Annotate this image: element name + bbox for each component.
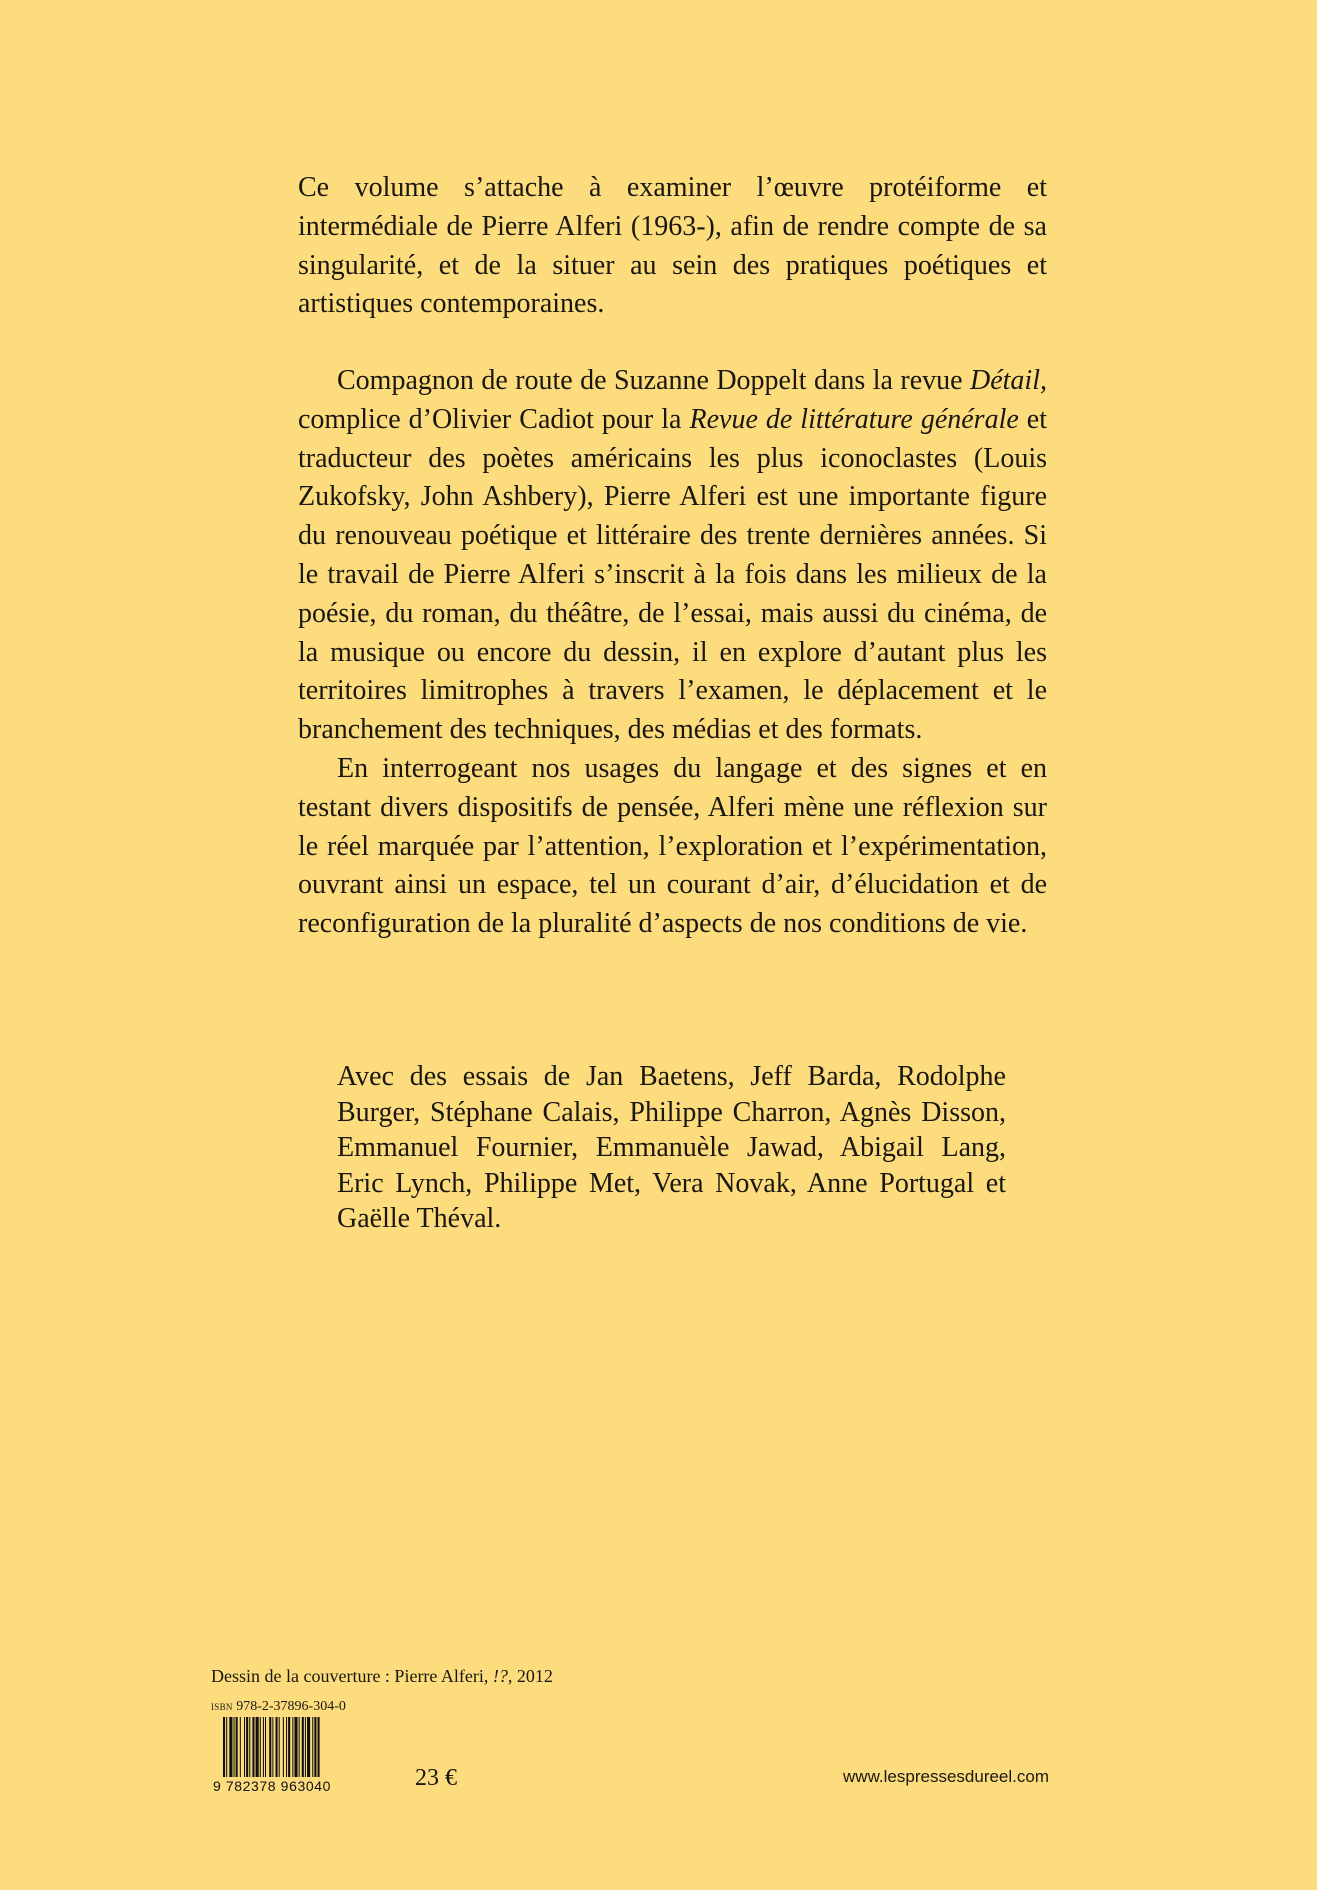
barcode-bar (294, 1717, 297, 1777)
isbn-line (211, 1698, 346, 1716)
barcode-bar (279, 1717, 280, 1777)
barcode-digits: 9 782378 963040 (213, 1778, 331, 1793)
credit-suffix: , 2012 (507, 1666, 553, 1686)
barcode-bar (288, 1717, 290, 1777)
barcode-bar (302, 1717, 304, 1777)
body-paragraph-2: En interrogeant nos usages du langage et des signes et en testant divers dispositifs de pensée, Alferi mène une réflexion sur le réel marquée par l’attention, l’exploration et l’expérimentation, ouvrant ainsi un espace, tel un courant d’air, d’élucidation et de reconfiguration de la pluralité d’aspects de nos conditions de vie. (298, 752, 1047, 940)
barcode-bar (236, 1717, 238, 1777)
barcode-bar (299, 1717, 300, 1777)
body-paragraph-1 (298, 362, 1047, 750)
barcode-bar (283, 1717, 284, 1777)
barcode-bar (312, 1717, 313, 1777)
barcode-bar (265, 1717, 266, 1777)
journal-title-revue: Revue de littérature générale (689, 403, 1019, 435)
body-p1-part2: complice d’Olivier Cadiot pour la (298, 403, 690, 435)
body-p1-part3: et traducteur des poètes américains les plus iconoclastes (Louis Zukofsky, John Ashbery), Pierre Alferi est une importante figure du renouveau poétique et littéraire des trente dernières années. Si le travail de Pierre Alferi s’inscrit à la fois dans les milieux de la poésie, du roman, du théâtre, de l’essai, mais aussi du cinéma, de la musique ou encore du dessin, il en explore d’autant plus les territoires limitrophes à travers l’examen, le déplacement et le branchement des techniques, des médias et des formats. (298, 403, 1047, 746)
barcode-bar (307, 1717, 310, 1777)
contributors-text: Avec des essais de Jan Baetens, Jeff Barda, Rodolphe Burger, Stéphane Calais, Philippe Charron, Agnès Disson, Emmanuel Fournier, Emmanuèle Jawad, Abigail Lang, Eric Lynch, Philippe Met, Vera Novak, Anne Portugal et Gaëlle Théval. (337, 1061, 1006, 1234)
barcode-bar (240, 1717, 241, 1777)
barcode-bar (234, 1717, 235, 1777)
isbn-number: 978-2-37896-304-0 (236, 1699, 346, 1714)
barcode-bar (256, 1717, 259, 1777)
barcode-bar (276, 1717, 278, 1777)
body-p1-part1: Compagnon de route de Suzanne Doppelt dans la revue (337, 365, 970, 396)
barcode-bar (263, 1717, 264, 1777)
barcode-bar (286, 1717, 287, 1777)
barcode-bar (272, 1717, 273, 1777)
barcode-bar (249, 1717, 250, 1777)
credit-prefix: Dessin de la couverture : Pierre Alferi, (211, 1666, 493, 1686)
contributors-paragraph (337, 1059, 1006, 1237)
barcode (211, 1717, 361, 1793)
barcode-bar (314, 1717, 316, 1777)
barcode-bar (244, 1717, 245, 1777)
barcode-bar (246, 1717, 248, 1777)
barcode-bar (269, 1717, 271, 1777)
barcode-bar (229, 1717, 232, 1777)
barcode-bar (292, 1717, 293, 1777)
publisher-website[interactable]: www.lespressesdureel.com (843, 1767, 1049, 1786)
price: 23 € (415, 1765, 457, 1791)
barcode-bar (260, 1717, 261, 1777)
barcode-bar (223, 1717, 225, 1777)
cover-credit (211, 1664, 553, 1688)
barcode-bar (305, 1717, 306, 1777)
barcode-bar (226, 1717, 227, 1777)
intro-text: Ce volume s’attache à examiner l’œuvre protéiforme et intermédiale de Pierre Alferi (1963-), afin de rendre compte de sa singularité, et de la situer au sein des pratiques poétiques et artistiques contemporaines. (298, 172, 1047, 320)
artwork-title: !? (492, 1666, 508, 1686)
barcode-bar (252, 1717, 254, 1777)
body-text (298, 362, 1047, 944)
isbn-label: ISBN (211, 1702, 233, 1712)
barcode-bars (223, 1717, 320, 1777)
barcode-bar (318, 1717, 320, 1777)
intro-paragraph (298, 169, 1047, 324)
journal-title-detail: Détail, (970, 365, 1047, 396)
